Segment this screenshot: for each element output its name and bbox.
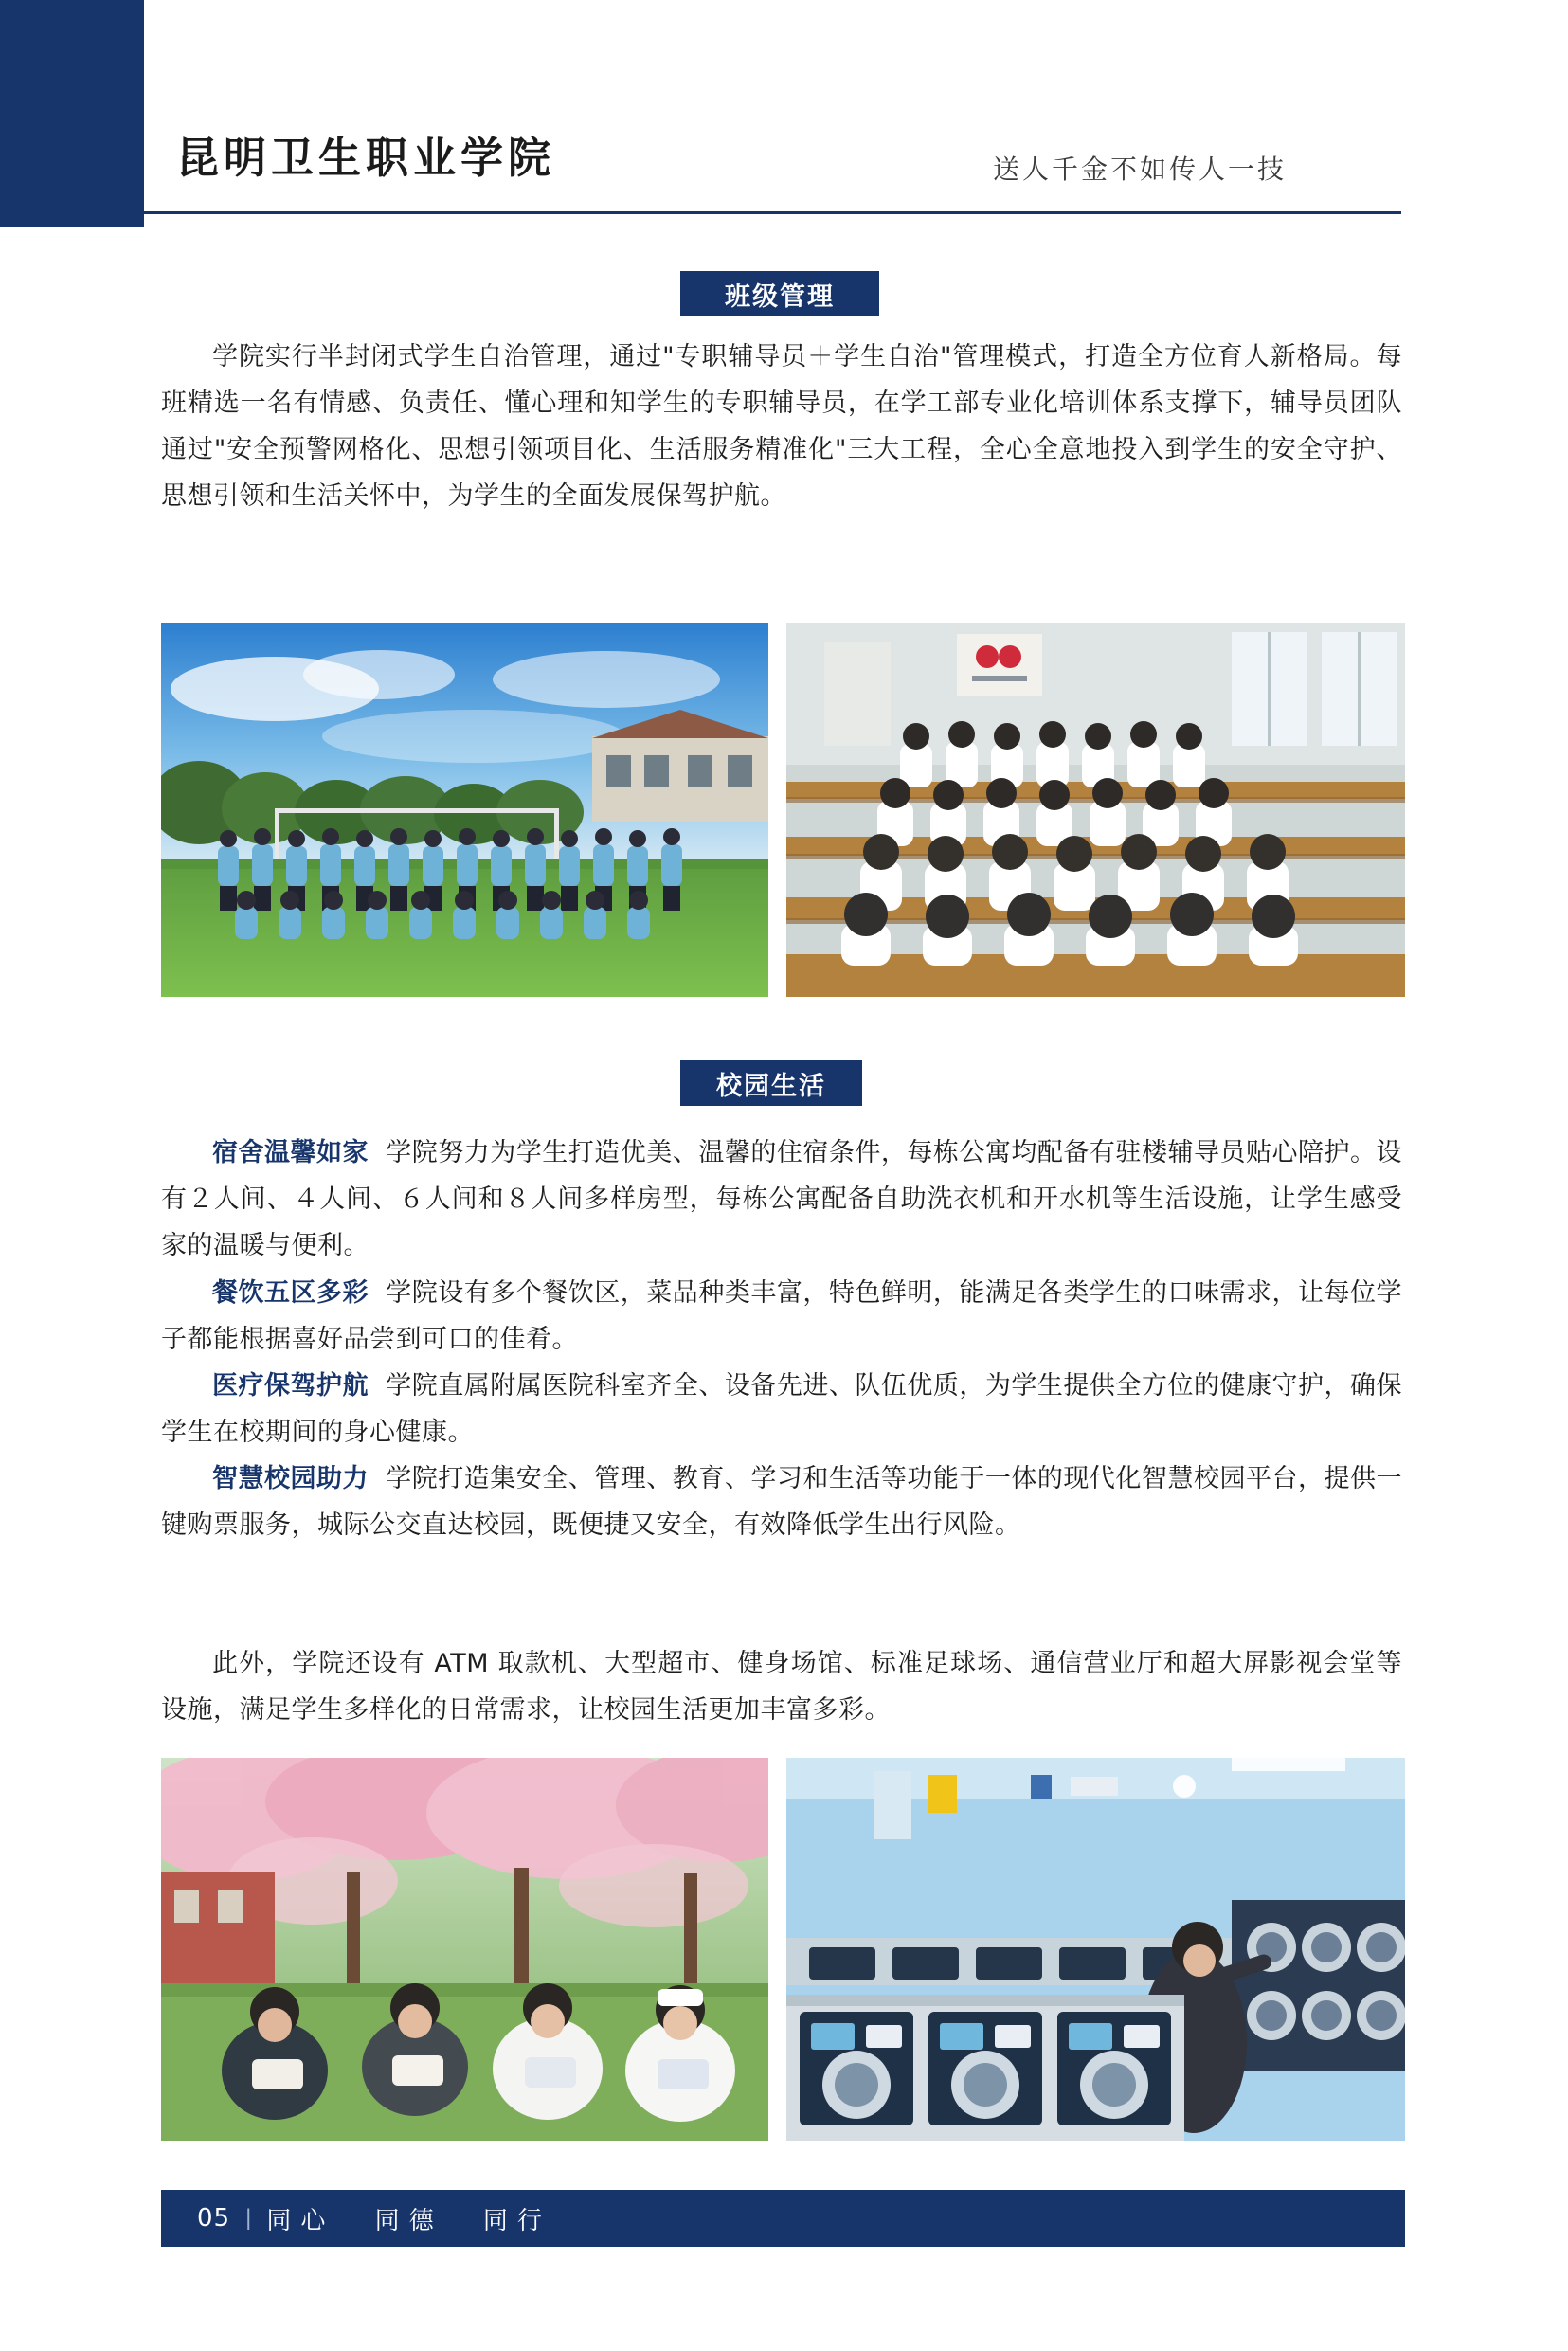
footer-motto-part-2: 同德 <box>374 2206 443 2235</box>
text-smart-campus: 学院打造集安全、管理、教育、学习和生活等功能于一体的现代化智慧校园平台，提供一键购票服务，城际公交直达校园，既便捷又安全，有效降低学生出行风险。 <box>161 1464 1403 1540</box>
text-medical: 学院直属附属医院科室齐全、设备先进、队伍优质，为学生提供全方位的健康守护，确保学生在校期间的身心健康。 <box>161 1371 1403 1447</box>
paragraph-smart-campus <box>161 1456 1402 1548</box>
header-divider <box>144 211 1401 214</box>
paragraph-class-management: 学院实行半封闭式学生自治管理，通过"专职辅导员＋学生自治"管理模式，打造全方位育人新格局。每班精选一名有情感、负责任、懂心理和知学生的专职辅导员，在学工部专业化培训体系支撑下，辅导员团队通过"安全预警网格化、思想引领项目化、生活服务精准化"三大工程，全心全意地投入到学生的安全守护、思想引领和生活关怀中，为学生的全面发展保驾护航。 <box>161 342 1402 511</box>
header-slogan: 送人千金不如传人一技 <box>993 154 1288 185</box>
footer-separator: | <box>245 2205 252 2231</box>
footer-motto-part-3: 同行 <box>482 2206 551 2235</box>
paragraph-dining <box>161 1270 1402 1363</box>
photo-soccer-field-group <box>161 623 768 997</box>
paragraph-other-facilities: 此外，学院还设有 ATM 取款机、大型超市、健身场馆、标准足球场、通信营业厅和超大屏影视会堂等设施，满足学生多样化的日常需求，让校园生活更加丰富多彩。 <box>161 1649 1402 1725</box>
institution-title: 昆明卫生职业学院 <box>176 133 556 183</box>
section-heading-class-management: 班级管理 <box>680 271 879 316</box>
photo-soccer-field-group-art <box>161 623 768 997</box>
lead-dining: 餐饮五区多彩 <box>212 1278 369 1308</box>
paragraph-medical <box>161 1363 1402 1456</box>
photo-students-reading-outdoors-art <box>161 1758 768 2141</box>
photo-self-service-laundry <box>786 1758 1405 2141</box>
footer-motto-part-1: 同心 <box>266 2206 335 2235</box>
lead-dormitory: 宿舍温馨如家 <box>212 1138 369 1167</box>
page-footer <box>161 2190 1405 2247</box>
page-header <box>0 0 1568 227</box>
text-dining: 学院设有多个餐饮区，菜品种类丰富，特色鲜明，能满足各类学生的口味需求，让每位学子都能根据喜好品尝到可口的佳肴。 <box>161 1278 1403 1354</box>
text-dormitory: 学院努力为学生打造优美、温馨的住宿条件，每栋公寓均配备有驻楼辅导员贴心陪护。设有２人间、４人间、６人间和８人间多样房型，每栋公寓配备自助洗衣机和开水机等生活设施，让学生感受家的温暖与便利。 <box>161 1138 1403 1260</box>
paragraph-dormitory <box>161 1130 1402 1269</box>
footer-motto <box>266 2201 574 2236</box>
photo-classroom-students <box>786 623 1405 997</box>
lead-medical: 医疗保驾护航 <box>212 1371 369 1401</box>
photo-self-service-laundry-art <box>786 1758 1405 2141</box>
lead-smart-campus: 智慧校园助力 <box>212 1464 369 1493</box>
header-accent-bar <box>0 0 144 227</box>
photo-classroom-students-art <box>786 623 1405 997</box>
photo-students-reading-outdoors <box>161 1758 768 2141</box>
section-heading-campus-life: 校园生活 <box>680 1060 862 1106</box>
footer-page-number: 05 <box>197 2204 231 2233</box>
